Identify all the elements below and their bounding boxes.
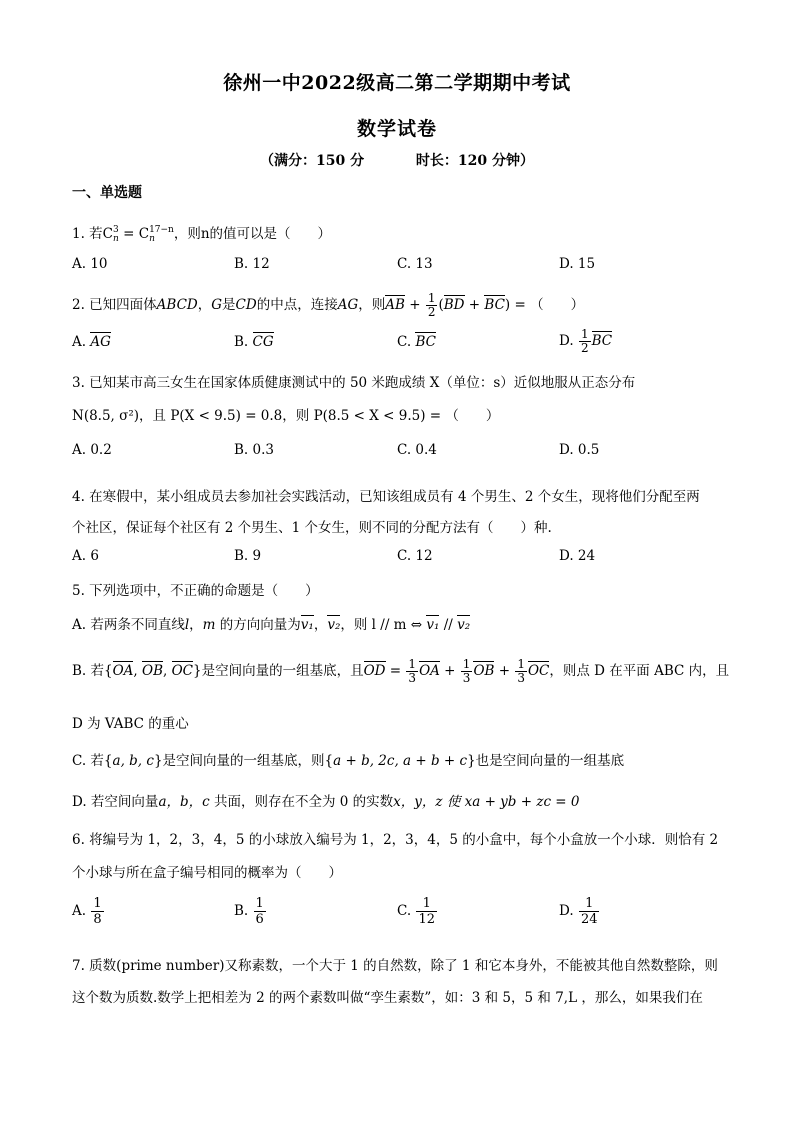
q1-eq: = bbox=[118, 226, 139, 242]
vector-ab: AB bbox=[385, 297, 405, 313]
q5-option-b: B. 若{OA, OB, OC}是空间向量的一组基底，且OD = $\frac{1}{3}$ OA + $\frac{1}{3}$ OB + $\frac{1}{3}$ OC，则点 D 在平面 ABC 内，且 bbox=[72, 657, 730, 685]
q3-option-a: A. 0.2 bbox=[72, 442, 112, 458]
question-6-line-2: 个小球与所在盒子编号相同的概率为（ ） bbox=[72, 865, 342, 881]
question-4-line-2: 个社区，保证每个社区有 2 个男生、1 个女生，则不同的分配方法有（ ）种. bbox=[72, 520, 552, 536]
question-5-stem: 5. 下列选项中，不正确的命题是（ ） bbox=[72, 583, 319, 599]
question-7-line-1: 7. 质数(prime number)又称素数，一个大于 1 的自然数，除了 1 和它本身外，不能被其他自然数整除，则 bbox=[72, 958, 718, 974]
q4-option-d: D. 24 bbox=[559, 548, 596, 564]
q5-option-a: A. 若两条不同直线l，m 的方向向量为v₁，v₂，则 l // m ⇔ v₁ // v₂ bbox=[72, 617, 471, 633]
q2-option-b: B. CG bbox=[234, 334, 274, 350]
q1-option-d: D. 15 bbox=[559, 256, 596, 272]
q1-option-a: A. 10 bbox=[72, 256, 108, 272]
section-heading: 一、单选题 bbox=[72, 185, 142, 201]
exam-info bbox=[0, 150, 794, 170]
q1-comb-a: C 3 n bbox=[102, 224, 119, 244]
q3-option-d: D. 0.5 bbox=[559, 442, 600, 458]
question-3-line-2: N(8.5, σ²)，且 P(X < 9.5) = 0.8，则 P(8.5 < X < 9.5) = （ ） bbox=[72, 408, 500, 424]
q1-option-c: C. 13 bbox=[397, 256, 433, 272]
q6-option-c: C. $\frac{1}{12}$ bbox=[397, 896, 435, 927]
fraction-half: $\frac{1}{2}$ bbox=[427, 291, 436, 319]
q4-option-b: B. 9 bbox=[234, 548, 262, 564]
q5-option-d: D. 若空间向量a，b，c 共面，则存在不全为 0 的实数x，y，z 使 xa + yb + zc = 0 bbox=[72, 794, 580, 810]
q6-option-d: D. $\frac{1}{24}$ bbox=[559, 896, 598, 927]
q3-option-b: B. 0.3 bbox=[234, 442, 274, 458]
full-score: （满分：150 分 bbox=[260, 153, 365, 169]
question-7-line-2: 这个数为质数.数学上把相差为 2 的两个素数叫做“孪生素数”，如：3 和 5，5 和 7,L ，那么，如果我们在 bbox=[72, 990, 703, 1006]
q2-option-d: D. $\frac{1}{2}$ BC bbox=[559, 327, 613, 355]
exam-subtitle: 数学试卷 bbox=[356, 118, 437, 140]
q1-pre: 1. 若 bbox=[72, 226, 103, 242]
question-2-stem: 2. 已知四面体ABCD，G是CD的中点，连接AG，则AB + $\frac{1}{2}$ (BD + BC) = （ ） bbox=[72, 291, 585, 319]
q2-option-c: C. BC bbox=[397, 334, 436, 350]
q1-option-b: B. 12 bbox=[234, 256, 270, 272]
q5-option-b-line-2: D 为 VABC 的重心 bbox=[72, 716, 189, 732]
question-6-line-1: 6. 将编号为 1，2，3，4，5 的小球放入编号为 1，2，3，4，5 的小盒中，每个小盒放一个小球．则恰有 2 bbox=[72, 832, 719, 848]
question-3-line-1: 3. 已知某市高三女生在国家体质健康测试中的 50 米跑成绩 X（单位：s）近似地服从正态分布 bbox=[72, 375, 636, 391]
q2-option-a: A. AG bbox=[72, 334, 111, 350]
q5-option-c: C. 若{a, b, c}是空间向量的一组基底，则{a + b, 2c, a + b + c}也是空间向量的一组基底 bbox=[72, 753, 625, 769]
q4-option-a: A. 6 bbox=[72, 548, 99, 564]
question-4-line-1: 4. 在寒假中，某小组成员去参加社会实践活动，已知该组成员有 4 个男生、2 个女生，现将他们分配至两 bbox=[72, 489, 700, 505]
question-1-stem bbox=[72, 222, 331, 244]
q3-option-c: C. 0.4 bbox=[397, 442, 437, 458]
q1-comb-b: C 17−n n bbox=[138, 224, 174, 244]
duration: 时长：120 分钟） bbox=[415, 153, 534, 169]
q6-option-a: A. $\frac{1}{8}$ bbox=[72, 896, 102, 927]
q4-option-c: C. 12 bbox=[397, 548, 433, 564]
vector-bc: BC bbox=[484, 297, 505, 313]
q6-option-b: B. $\frac{1}{6}$ bbox=[234, 896, 264, 927]
exam-title: 徐州一中2022级高二第二学期期中考试 bbox=[223, 72, 571, 94]
q1-post: ，则n的值可以是（ ） bbox=[173, 226, 332, 242]
vector-bd: BD bbox=[443, 297, 465, 313]
